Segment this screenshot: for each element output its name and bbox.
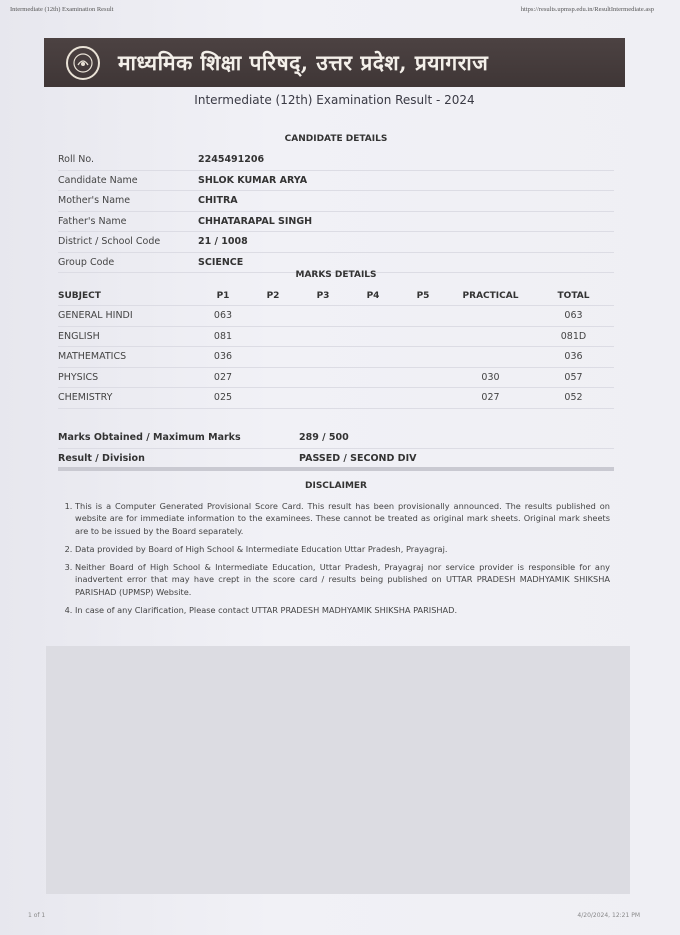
marks-cell <box>398 306 448 327</box>
subject-name: GENERAL HINDI <box>58 306 198 327</box>
table-row <box>58 326 614 347</box>
disclaimer-heading: DISCLAIMER <box>305 481 367 491</box>
marks-cell <box>348 306 398 327</box>
table-row <box>58 388 614 409</box>
marks-cell <box>348 367 398 388</box>
marks-cell <box>398 326 448 347</box>
candidate-field-label: Mother's Name <box>58 191 198 212</box>
subject-name: MATHEMATICS <box>58 347 198 368</box>
table-row <box>58 211 614 232</box>
table-row <box>58 170 614 191</box>
marks-cell <box>298 388 348 409</box>
marks-cell <box>298 326 348 347</box>
column-header: P1 <box>198 286 248 306</box>
marks-obtained-value: 289 / 500 <box>299 428 614 448</box>
marks-cell <box>348 347 398 368</box>
marks-cell: 063 <box>533 306 614 327</box>
marks-cell <box>248 326 298 347</box>
column-header: TOTAL <box>533 286 614 306</box>
marks-cell: 081D <box>533 326 614 347</box>
marks-cell: 025 <box>198 388 248 409</box>
column-header: P4 <box>348 286 398 306</box>
board-banner <box>44 38 625 87</box>
marks-details-heading: MARKS DETAILS <box>295 270 377 280</box>
marks-cell <box>448 326 533 347</box>
column-header: P2 <box>248 286 298 306</box>
candidate-field-label: Father's Name <box>58 211 198 232</box>
disclaimer-item: 2. Data provided by Board of High School & Intermediate Education Uttar Pradesh, Prayagraj. <box>75 543 610 555</box>
marks-cell <box>248 388 298 409</box>
candidate-field-label: District / School Code <box>58 232 198 253</box>
table-row <box>58 428 614 448</box>
print-footer-page: 1 of 1 <box>28 912 46 919</box>
candidate-field-label: Candidate Name <box>58 170 198 191</box>
subject-name: ENGLISH <box>58 326 198 347</box>
table-row <box>58 448 614 469</box>
table-row <box>58 347 614 368</box>
marks-cell <box>248 367 298 388</box>
subject-name: CHEMISTRY <box>58 388 198 409</box>
result-division-value: PASSED / SECOND DIV <box>299 448 614 469</box>
marks-cell <box>298 306 348 327</box>
marks-cell <box>398 367 448 388</box>
marks-obtained-label: Marks Obtained / Maximum Marks <box>58 428 299 448</box>
table-row <box>58 191 614 212</box>
disclaimer-item: 1. This is a Computer Generated Provisional Score Card. This result has been provisionally announced. The results published on website are for immediate information to the examinees. These cannot be treated as original mark sheets. Original mark sheets are to be issued by the Board separately. <box>75 500 610 537</box>
marks-cell <box>348 326 398 347</box>
candidate-field-value: 21 / 1008 <box>198 232 614 253</box>
column-header: PRACTICAL <box>448 286 533 306</box>
print-header <box>10 6 654 13</box>
table-row <box>58 232 614 253</box>
candidate-field-value: SCIENCE <box>198 252 614 273</box>
marks-cell: 036 <box>533 347 614 368</box>
candidate-details-table <box>58 150 614 273</box>
board-title: माध्यमिक शिक्षा परिषद्, उत्तर प्रदेश, प्रयागराज <box>118 49 489 75</box>
marks-cell: 030 <box>448 367 533 388</box>
print-header-title: Intermediate (12th) Examination Result <box>10 6 114 13</box>
candidate-field-value: CHITRA <box>198 191 614 212</box>
marks-cell <box>398 347 448 368</box>
up-emblem-icon <box>66 46 100 80</box>
marks-cell <box>398 388 448 409</box>
disclaimer-item: 4. In case of any Clarification, Please contact UTTAR PRADESH MADHYAMIK SHIKSHA PARISHAD. <box>75 604 610 616</box>
marks-cell: 057 <box>533 367 614 388</box>
marks-cell: 036 <box>198 347 248 368</box>
marks-cell: 027 <box>448 388 533 409</box>
candidate-field-value: CHHATARAPAL SINGH <box>198 211 614 232</box>
table-row <box>58 367 614 388</box>
marks-cell <box>248 347 298 368</box>
candidate-field-value: 2245491206 <box>198 150 614 170</box>
marks-cell <box>298 347 348 368</box>
table-row <box>58 306 614 327</box>
marks-cell <box>248 306 298 327</box>
exam-title: Intermediate (12th) Examination Result - 2024 <box>194 93 475 107</box>
candidate-field-label: Group Code <box>58 252 198 273</box>
result-summary-table <box>58 428 614 469</box>
print-header-url: https://results.upmsp.edu.in/ResultIntermediate.asp <box>520 6 654 13</box>
marks-cell <box>298 367 348 388</box>
marks-cell <box>448 306 533 327</box>
column-header: P5 <box>398 286 448 306</box>
print-footer-datetime: 4/20/2024, 12:21 PM <box>577 912 640 919</box>
candidate-field-label: Roll No. <box>58 150 198 170</box>
print-footer <box>28 912 640 919</box>
subject-name: PHYSICS <box>58 367 198 388</box>
candidate-details-heading: CANDIDATE DETAILS <box>284 134 388 144</box>
section-divider <box>58 467 614 471</box>
marks-cell: 052 <box>533 388 614 409</box>
marks-cell: 081 <box>198 326 248 347</box>
marks-cell <box>448 347 533 368</box>
disclaimer-item: 3. Neither Board of High School & Intermediate Education, Uttar Pradesh, Prayagraj nor service provider is responsible for any inadvertent error that may have crept in the score card / results being published on UTTAR PRADESH MADHYAMIK SHIKSHA PARISHAD (UPMSP) Website. <box>75 561 610 598</box>
table-row <box>58 150 614 170</box>
disclaimer-list <box>58 500 610 622</box>
column-header: SUBJECT <box>58 286 198 306</box>
marks-table <box>58 286 614 409</box>
marks-cell: 063 <box>198 306 248 327</box>
candidate-field-value: SHLOK KUMAR ARYA <box>198 170 614 191</box>
column-header: P3 <box>298 286 348 306</box>
blank-panel <box>46 646 630 894</box>
result-division-label: Result / Division <box>58 448 299 469</box>
marks-cell: 027 <box>198 367 248 388</box>
marks-cell <box>348 388 398 409</box>
